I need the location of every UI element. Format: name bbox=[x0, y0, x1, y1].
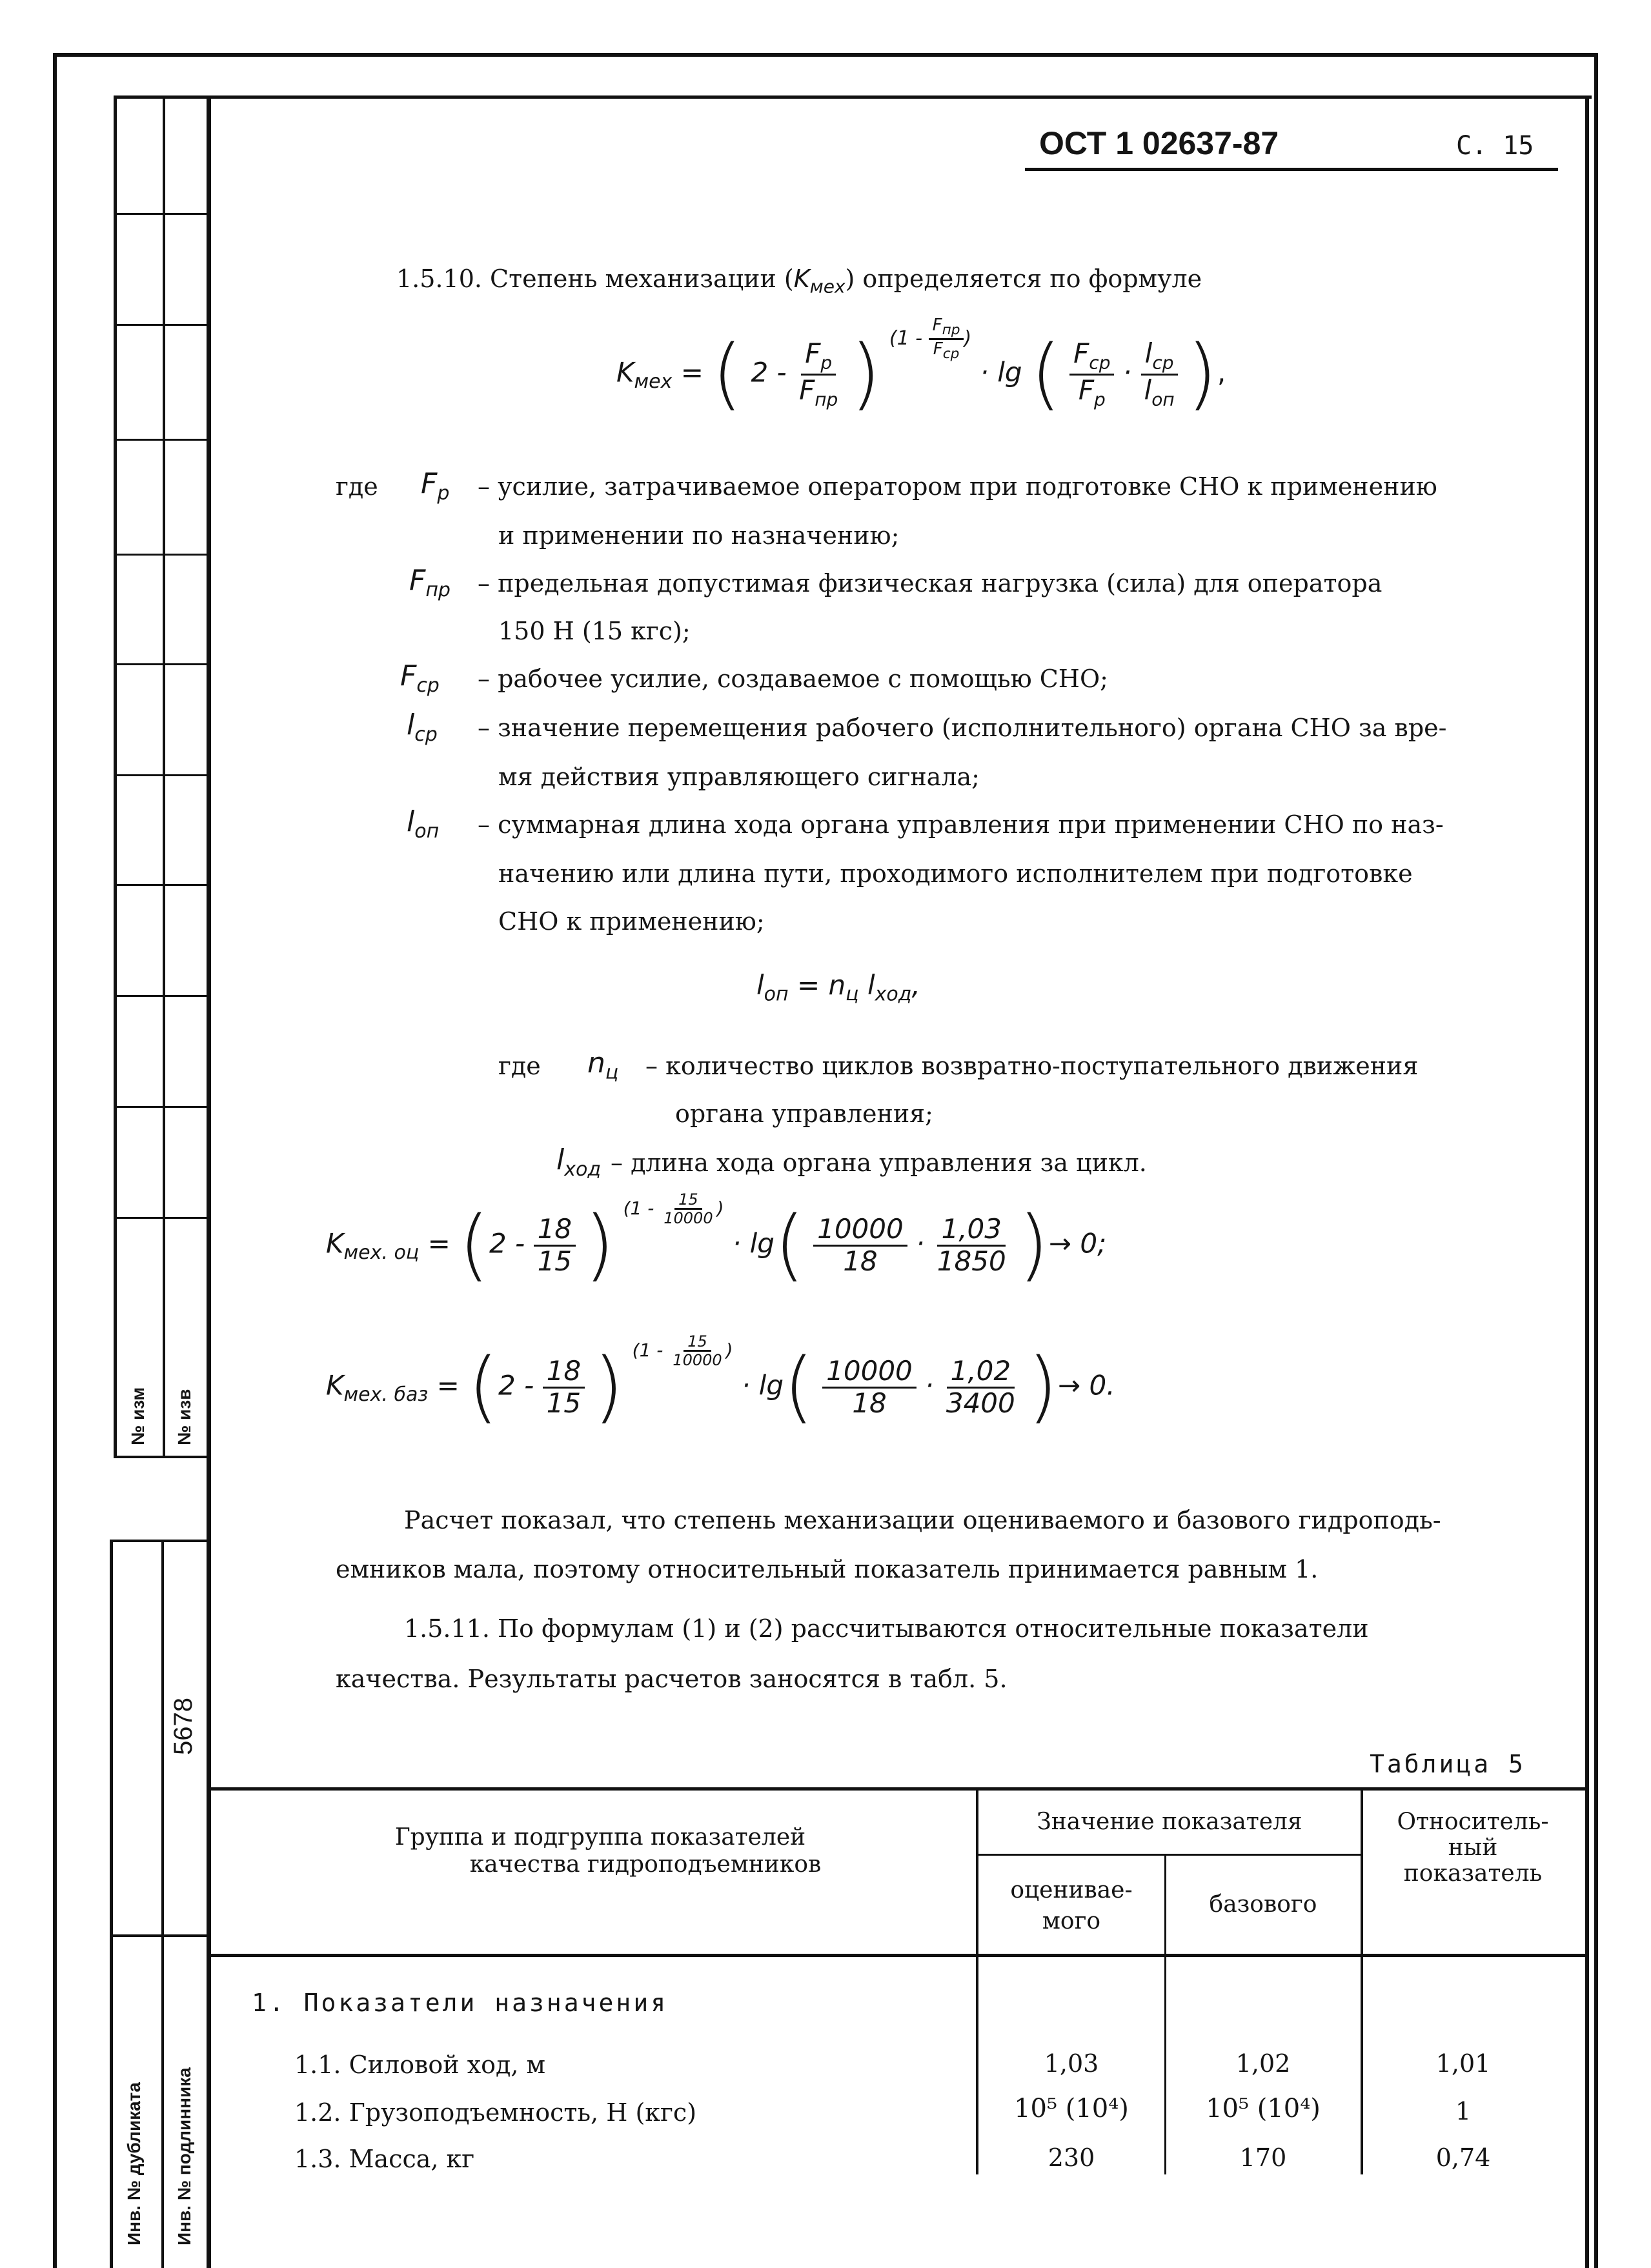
table-value-subhead bbox=[976, 1854, 1362, 1856]
def-fpr-line1: – предельная допустимая физическая нагрузка (сила) для оператора bbox=[478, 569, 1383, 597]
table-top-border bbox=[207, 1787, 1588, 1791]
where-label: где bbox=[336, 472, 378, 501]
two: 2 - bbox=[751, 356, 787, 388]
lop-formula: $l_{оп} = n_ц$ $l_{ход}$, bbox=[756, 969, 920, 1006]
def-fpr-line2: 150 Н (15 кгс); bbox=[498, 617, 691, 645]
def-lop-line3: СНО к применению; bbox=[498, 907, 765, 936]
table-caption: Таблица 5 bbox=[1370, 1750, 1526, 1778]
table-section-title: 1. Показатели назначения bbox=[252, 1989, 669, 2017]
def-nc-line2: органа управления; bbox=[675, 1099, 933, 1128]
def-lcp-symbol: $l_{ср}$ bbox=[407, 708, 438, 746]
section-1-5-11-line2: качества. Результаты расчетов заносятся в табл. 5. bbox=[336, 1665, 1008, 1693]
doc-code: ОСТ 1 02637-87 bbox=[1039, 125, 1279, 161]
th-eval-line2: мого bbox=[1042, 1908, 1101, 1934]
table-row-base: 1,02 bbox=[1235, 2049, 1291, 2078]
table-row-rel: 1 bbox=[1455, 2097, 1472, 2125]
def-lop-symbol: $l_{оп}$ bbox=[407, 805, 440, 843]
def-lcp-line2: мя действия управляющего сигнала; bbox=[498, 763, 980, 791]
frac-lcp-lop: $\frac{l_{ср}}{l_{оп}}$ bbox=[1140, 339, 1179, 409]
lg: · lg bbox=[980, 356, 1022, 388]
result-paragraph-line1: Расчет показал, что степень механизации оцениваемого и базового гидроподь- bbox=[404, 1506, 1441, 1534]
original-inv-label: Инв. № подлинника bbox=[174, 2067, 194, 2245]
main-frame-left bbox=[207, 95, 211, 2268]
def-lhod-line1: – длина хода органа управления за цикл. bbox=[611, 1149, 1147, 1177]
th-rel-line2: ный bbox=[1448, 1834, 1498, 1861]
def-lhod-symbol: $l_{ход}$ bbox=[556, 1143, 602, 1181]
page-number: С. 15 bbox=[1456, 131, 1534, 161]
stamp-cell-line bbox=[114, 1217, 208, 1219]
def-fpr-symbol: $F_{пр}$ bbox=[409, 564, 451, 601]
stamp-cell-line bbox=[114, 774, 208, 776]
kmex-oc-formula: $K_{мех. оц} = (2$ - $\frac{18}{15}$ ) (1 - $\frac{15}{10000}$ ) · lg( $\frac{10000}{18}$ · $\frac{1,03}{1850}$ )→ 0; bbox=[326, 1190, 1107, 1290]
stamp-left-line bbox=[114, 95, 117, 1457]
th-group-line1: Группа и подгруппа показателей bbox=[394, 1824, 806, 1851]
def-fp-symbol: $F_р$ bbox=[421, 467, 450, 505]
lower-stamp-divider bbox=[110, 1934, 210, 1937]
outer-frame-left bbox=[53, 53, 57, 2268]
table-row-base: 170 bbox=[1239, 2143, 1287, 2172]
main-frame-top bbox=[114, 95, 1592, 99]
th-eval-line1: оценивае- bbox=[1010, 1877, 1133, 1903]
k-symbol: K bbox=[793, 265, 810, 293]
duplicate-inv-label: Инв. № дубликата bbox=[124, 2082, 144, 2245]
main-frame-right bbox=[1585, 95, 1589, 2268]
changes-label: № изм bbox=[128, 1387, 148, 1445]
lower-stamp-mid bbox=[161, 1540, 164, 2268]
exponent: (1 - $\frac{F_{пр}}{F_{ср}}$ ) bbox=[889, 316, 972, 363]
stamp-cell-line bbox=[114, 213, 208, 215]
th-base: базового bbox=[1209, 1891, 1317, 1918]
table-row-eval: 1,03 bbox=[1044, 2049, 1099, 2078]
k-sub: мех bbox=[809, 276, 846, 297]
stamp-cell-line bbox=[114, 1456, 208, 1458]
frac-fp-fpr: $\frac{F_р}{F_{пр}}$ bbox=[799, 337, 838, 410]
lower-stamp-left bbox=[110, 1540, 113, 2268]
def-nc-symbol: $n_ц$ bbox=[587, 1047, 619, 1084]
table-row-name: 1.3. Масса, кг bbox=[294, 2145, 475, 2173]
def-lop-line1: – суммарная длина хода органа управления при применении СНО по наз- bbox=[478, 810, 1444, 839]
notice-label: № изв bbox=[174, 1389, 194, 1445]
def-fp-line2: и применении по назначению; bbox=[498, 521, 900, 550]
sub-where-label: где bbox=[498, 1052, 541, 1080]
def-fcp-symbol: $F_{ср}$ bbox=[400, 659, 440, 697]
stamp-mid-line bbox=[163, 95, 165, 1457]
frac-fcp-fp: $\frac{F_{ср}}{F_р}$ bbox=[1069, 339, 1114, 409]
stamp-cell-line bbox=[114, 554, 208, 556]
table-row-name: 1.1. Силовой ход, м bbox=[294, 2051, 546, 2079]
def-nc-line1: – количество циклов возвратно-поступательного движения bbox=[645, 1052, 1419, 1080]
inv-number: 5678 bbox=[169, 1698, 198, 1755]
table-row-rel: 1,01 bbox=[1435, 2049, 1491, 2078]
table-head-bottom bbox=[207, 1954, 1588, 1957]
outer-frame-right bbox=[1594, 53, 1598, 2268]
lhs-sub: мех bbox=[634, 370, 673, 393]
lhs: K bbox=[616, 356, 634, 388]
stamp-cell-line bbox=[114, 1106, 208, 1108]
paren-close: ) bbox=[850, 329, 881, 419]
result-paragraph-line2: емников мала, поэтому относительный показатель принимается равным 1. bbox=[336, 1555, 1319, 1583]
kmex-baz-formula: $K_{мех. баз} = (2$ - $\frac{18}{15}$ ) (1 - $\frac{15}{10000}$ ) · lg( $\frac{10000}{18}$ · $\frac{1,02}{3400}$ )→ 0. bbox=[326, 1332, 1115, 1432]
stamp-cell-line bbox=[114, 884, 208, 886]
header-underline bbox=[1025, 168, 1558, 171]
intro-text: 1.5.10. Степень механизации ( bbox=[396, 265, 794, 293]
section-1-5-10-intro bbox=[396, 263, 1202, 303]
th-rel-line1: Относитель- bbox=[1397, 1809, 1549, 1835]
def-fp-line1: – усилие, затрачиваемое оператором при подготовке СНО к применению bbox=[478, 472, 1437, 501]
table-row-rel: 0,74 bbox=[1435, 2143, 1491, 2172]
stamp-cell-line bbox=[114, 439, 208, 441]
lower-stamp-top bbox=[110, 1540, 210, 1542]
stamp-cell-line bbox=[114, 995, 208, 997]
th-group-line2: качества гидроподъемников bbox=[469, 1851, 822, 1878]
section-1-5-11-line1: 1.5.11. По формулам (1) и (2) рассчитываются относительные показатели bbox=[404, 1614, 1369, 1643]
intro-tail: ) определяется по формуле bbox=[845, 265, 1202, 293]
outer-frame-top bbox=[53, 53, 1598, 57]
th-value: Значение показателя bbox=[1037, 1809, 1302, 1835]
stamp-cell-line bbox=[114, 663, 208, 665]
kmex-formula: $K_{мех}$ = ( 2 - $\frac{F_р}{F_{пр}}$ ) (1 - $\frac{F_{пр}}{F_{ср}}$ ) · lg ( $\frac{F_{ср}}{F_р}$ · $\frac{l_{ср}}{l_{оп}}$ ), bbox=[616, 316, 1226, 419]
def-fcp-line1: – рабочее усилие, создаваемое с помощью СНО; bbox=[478, 665, 1108, 693]
table-row-eval: 10⁵ (10⁴) bbox=[1014, 2094, 1129, 2123]
table-row-name: 1.2. Грузоподъемность, Н (кгс) bbox=[294, 2098, 697, 2127]
th-rel-line3: показатель bbox=[1403, 1860, 1543, 1887]
def-lop-line2: начению или длина пути, проходимого исполнителем при подготовке bbox=[498, 859, 1413, 888]
table-row-eval: 230 bbox=[1048, 2143, 1095, 2172]
stamp-cell-line bbox=[114, 324, 208, 326]
def-lcp-line1: – значение перемещения рабочего (исполнительного) органа СНО за вре- bbox=[478, 714, 1447, 742]
paren-open: ( bbox=[712, 329, 743, 419]
table-row-base: 10⁵ (10⁴) bbox=[1206, 2094, 1321, 2123]
